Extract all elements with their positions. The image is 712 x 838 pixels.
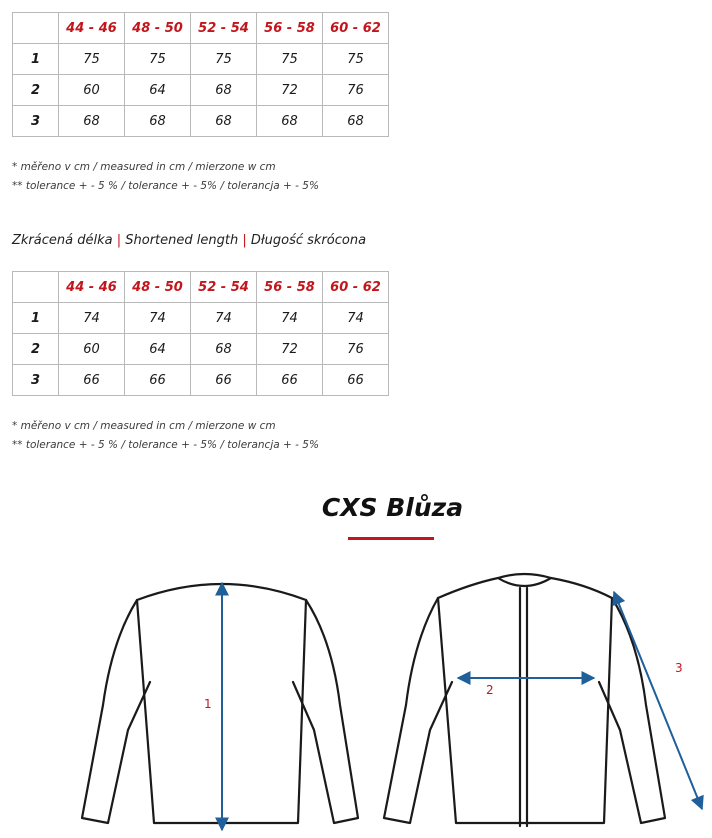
- table-cell: 76: [323, 334, 389, 365]
- table-cell: 76: [323, 75, 389, 106]
- header-size: 48 - 50: [125, 13, 191, 44]
- front-zipper: [520, 588, 527, 826]
- measurement-note: * měřeno v cm / measured in cm / mierzone w cm: [12, 161, 276, 173]
- tolerance-note: ** tolerance + - 5 % / tolerance + - 5% / tolerancja + - 5%: [12, 180, 319, 192]
- measurement-note: * měřeno v cm / measured in cm / mierzone w cm: [12, 420, 276, 432]
- table-cell: 64: [125, 75, 191, 106]
- table-cell: 74: [191, 303, 257, 334]
- header-size: 60 - 62: [323, 13, 389, 44]
- caption-separator: |: [116, 233, 122, 248]
- table-cell: 68: [191, 75, 257, 106]
- table-cell: 66: [191, 365, 257, 396]
- table-cell: 66: [125, 365, 191, 396]
- table-cell: 68: [191, 334, 257, 365]
- caption-cz: Zkrácená délka: [12, 233, 113, 248]
- row-label: 1: [13, 44, 59, 75]
- header-size: 60 - 62: [323, 272, 389, 303]
- table-cell: 66: [323, 365, 389, 396]
- dimension-label-sleeve: 3: [675, 661, 683, 675]
- table-cell: 68: [323, 106, 389, 137]
- dimension-label-length: 1: [204, 697, 212, 711]
- table-cell: 75: [59, 44, 125, 75]
- table-cell: 64: [125, 334, 191, 365]
- table-cell: 75: [257, 44, 323, 75]
- front-collar: [498, 574, 551, 578]
- jacket-back-view: [82, 584, 358, 823]
- measurement-arrows: [222, 583, 702, 830]
- table-cell: 72: [257, 334, 323, 365]
- table-cell: 74: [323, 303, 389, 334]
- table-cell: 72: [257, 75, 323, 106]
- header-size: 44 - 46: [59, 13, 125, 44]
- table-cell: 75: [125, 44, 191, 75]
- header-size: 44 - 46: [59, 272, 125, 303]
- caption-pl: Długość skrócona: [250, 233, 367, 248]
- row-label: 2: [13, 334, 59, 365]
- header-size: 52 - 54: [191, 272, 257, 303]
- table-cell: 66: [59, 365, 125, 396]
- row-label: 3: [13, 365, 59, 396]
- row-label: 3: [13, 106, 59, 137]
- table-cell: 75: [323, 44, 389, 75]
- tolerance-note: ** tolerance + - 5 % / tolerance + - 5% / tolerancja + - 5%: [12, 439, 319, 451]
- table-cell: 74: [125, 303, 191, 334]
- product-title: CXS Blůza: [321, 493, 464, 522]
- table-cell: 60: [59, 334, 125, 365]
- table-cell: 74: [59, 303, 125, 334]
- header-size: 56 - 58: [257, 272, 323, 303]
- table-cell: 60: [59, 75, 125, 106]
- table-cell: 68: [191, 106, 257, 137]
- table-cell: 68: [59, 106, 125, 137]
- row-label: 1: [13, 303, 59, 334]
- header-size: 56 - 58: [257, 13, 323, 44]
- table-cell: 74: [257, 303, 323, 334]
- table-cell: 75: [191, 44, 257, 75]
- row-label: 2: [13, 75, 59, 106]
- table-cell: 68: [257, 106, 323, 137]
- table-cell: 68: [125, 106, 191, 137]
- front-body-outline: [438, 578, 612, 823]
- dimension-label-width: 2: [486, 683, 494, 697]
- header-size: 52 - 54: [191, 13, 257, 44]
- header-size: 48 - 50: [125, 272, 191, 303]
- caption-en: Shortened length: [125, 233, 239, 248]
- table-cell: 66: [257, 365, 323, 396]
- caption-separator: |: [242, 233, 247, 248]
